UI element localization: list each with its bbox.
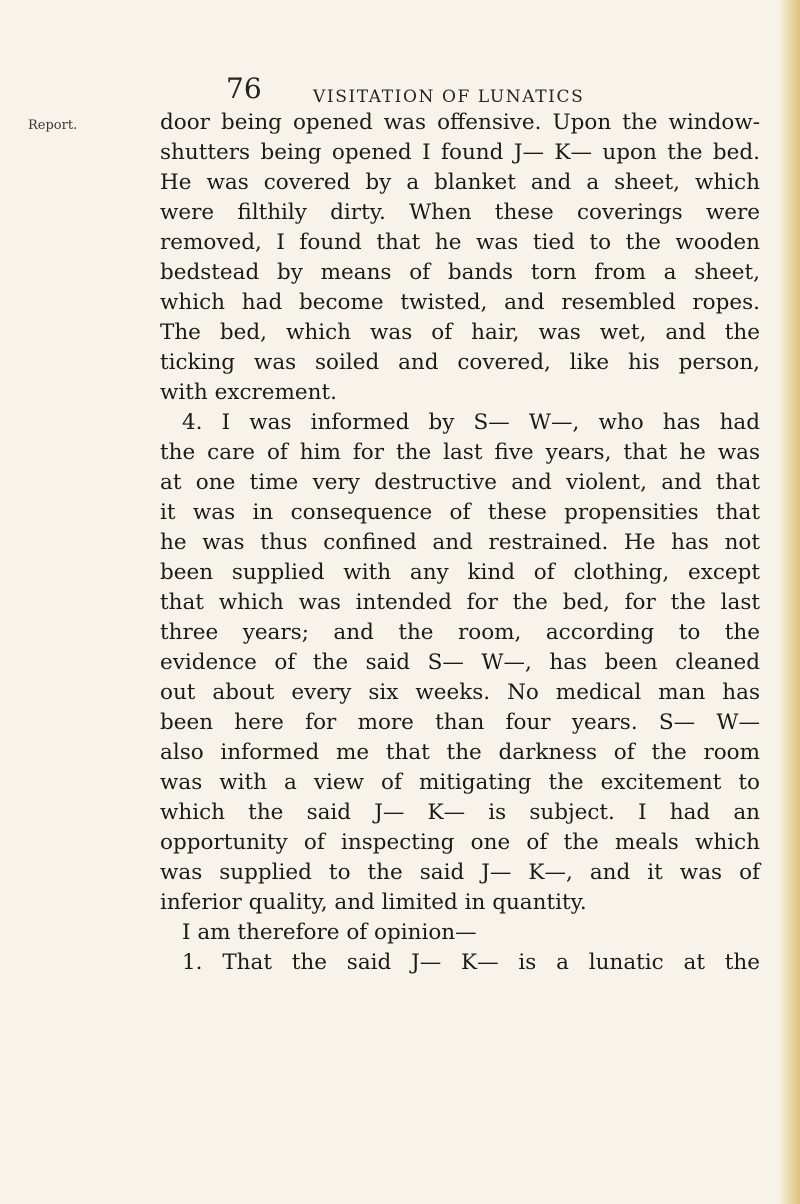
text-line: which had become twisted, and resembled ropes. [160,290,760,315]
page-edge [778,0,800,1204]
text-line: shutters being opened I found J— K— upon the bed. [160,140,760,165]
text-line: He was covered by a blanket and a sheet, which [160,170,760,195]
text-line: also informed me that the darkness of the room [160,740,760,765]
text-line: inferior quality, and limited in quantity. [160,890,587,915]
text-line: opportunity of inspecting one of the meals which [160,830,760,855]
page-number: 76 [226,72,262,105]
text-line: was with a view of mitigating the excitement to [160,770,760,795]
text-line: been here for more than four years. S— W— [160,710,760,735]
text-line: the care of him for the last five years, that he was [160,440,760,465]
text-line: that which was intended for the bed, for the last [160,590,760,615]
running-title: VISITATION OF LUNATICS [313,87,585,107]
text-line: was supplied to the said J— K—, and it was of [160,860,760,885]
text-line: been supplied with any kind of clothing, except [160,560,760,585]
text-line: door being opened was offensive. Upon the window- [160,110,760,135]
text-line: bedstead by means of bands torn from a sheet, [160,260,760,285]
text-line: were filthily dirty. When these coverings were [160,200,760,225]
text-line: three years; and the room, according to the [160,620,760,645]
text-line: ticking was soiled and covered, like his person, [160,350,760,375]
text-line: The bed, which was of hair, was wet, and the [160,320,760,345]
text-line: out about every six weeks. No medical man has [160,680,760,705]
margin-note: Report. [28,118,78,133]
text-line: removed, I found that he was tied to the wooden [160,230,760,255]
text-line: evidence of the said S— W—, has been cleaned [160,650,760,675]
body-text [160,108,760,978]
text-line: 1. That the said J— K— is a lunatic at the [182,950,760,975]
text-line: I am therefore of opinion— [182,920,477,945]
text-line: with excrement. [160,380,337,405]
text-line: he was thus confined and restrained. He has not [160,530,760,555]
text-line: 4. I was informed by S— W—, who has had [182,410,760,435]
text-line: which the said J— K— is subject. I had an [160,800,760,825]
text-line: it was in consequence of these propensities that [160,500,760,525]
text-line: at one time very destructive and violent, and that [160,470,760,495]
